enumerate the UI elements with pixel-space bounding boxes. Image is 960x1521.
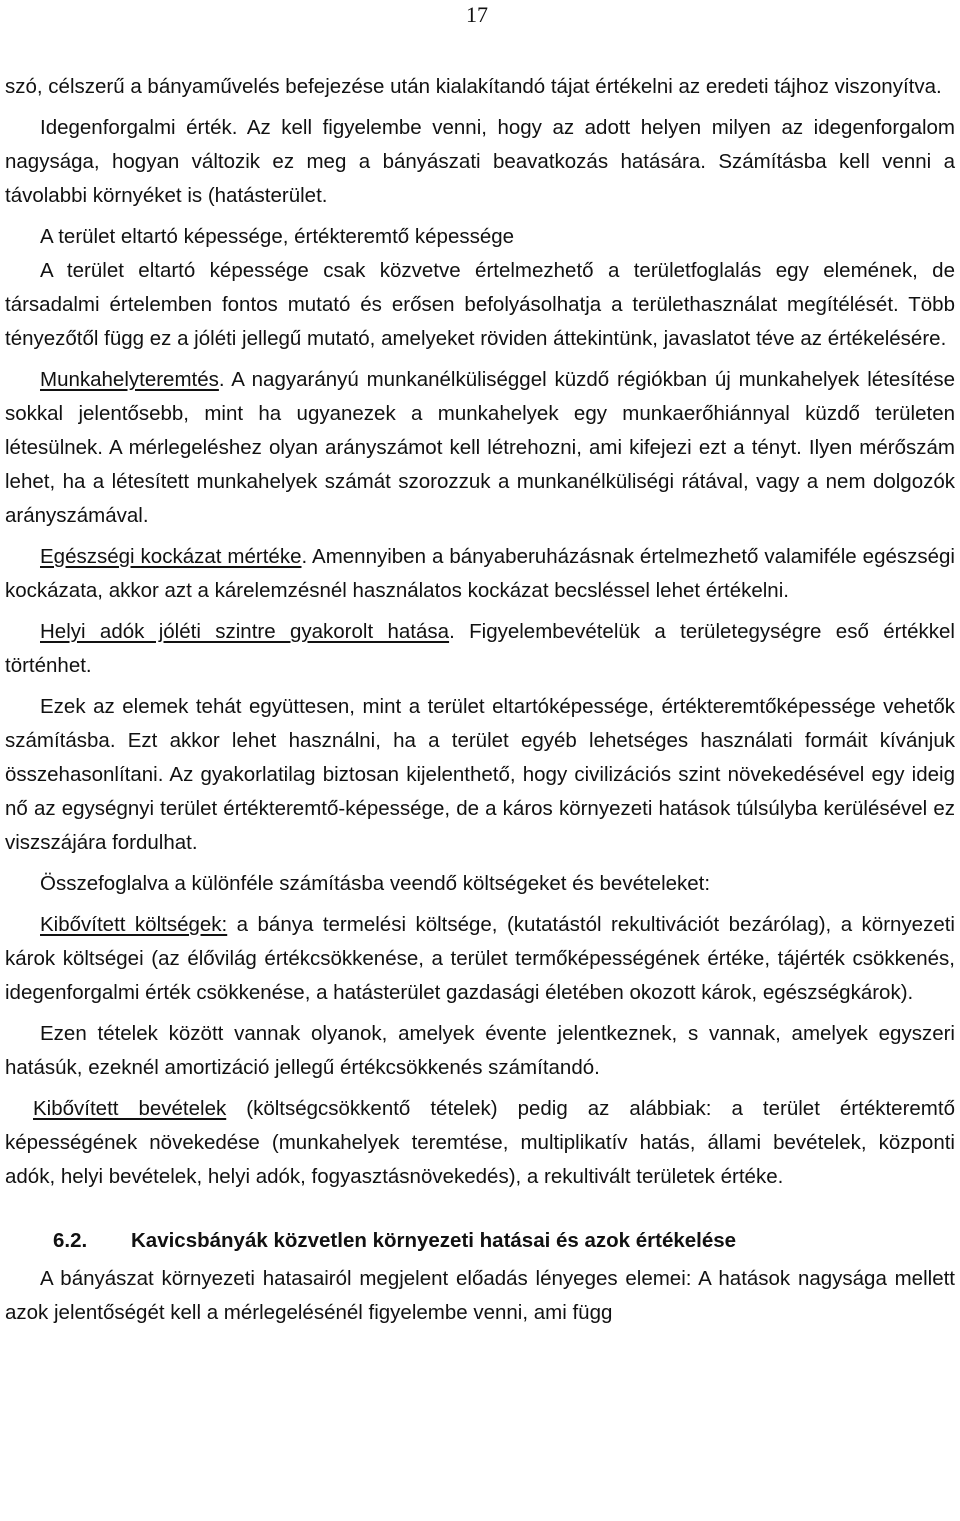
paragraph: szó, célszerű a bányaművelés befejezése után kialakítandó tájat értékelni az eredeti tájhoz viszonyítva. xyxy=(5,75,942,98)
paragraph-text: . A nagyarányú munkanélküliséggel küzdő régiókban új munkahelyek létesítése sokkal jelentősebb, mint ha ugyanezek a munkahelyek egy munkaerőhiánnyal küzdő területen létesülnek. A mérlegeléshez olyan arányszámot kell létrehozni, ami kifejezi ezt a tényt. Ilyen mérőszám lehet, ha a létesített munkahelyek számát szorozzuk a munkanélküliségi rátával, vagy a nem dolgozók arányszámával. xyxy=(5,368,955,527)
underlined-term: Kibővített költségek: xyxy=(40,913,228,936)
page-number: 17 xyxy=(466,2,488,27)
paragraph-adok xyxy=(5,615,955,683)
underlined-term: Kibővített bevételek xyxy=(33,1097,227,1120)
paragraph: Ezen tételek között vannak olyanok, amelyek évente jelentkeznek, s vannak, amelyek egyszeri hatásúk, ezeknél amortizáció jellegű értékcsökkenés számítandó. xyxy=(5,1022,955,1079)
paragraph-text: . Figyelembevételük a területegységre eső értékkel történhet. xyxy=(5,620,955,677)
section-heading xyxy=(53,1224,955,1258)
underlined-term: Helyi adók jóléti szintre gyakorolt hatása xyxy=(40,620,450,643)
paragraph-munkahely xyxy=(5,363,955,533)
paragraph-egeszseg xyxy=(5,540,955,608)
document-body xyxy=(5,70,955,1337)
section-number: 6.2. xyxy=(53,1229,88,1252)
section-title: Kavicsbányák közvetlen környezeti hatásai és azok értékelése xyxy=(131,1229,737,1252)
paragraph: Összefoglalva a különféle számításba veendő költségeket és bevételeket: xyxy=(40,872,711,895)
paragraph-text: a bánya termelési költsége, (kutatástól rekultivációt bezárólag), a környezeti károk költségei (az élővilág értékcsökkenése, a terület termőképességének értéke, tájérték csökkenés, idegenforgalmi érték csökkenése, a hatásterület gazdasági életében okozott károk, egészségkárok). xyxy=(5,913,955,1004)
paragraph: A terület eltartó képessége csak közvetve értelmezhető a területfoglalás egy elemének, de társadalmi értelemben fontos mutató és erősen befolyásolhatja a területhasználat megítélését. Több tényezőtől függ ez a jóléti jellegű mutató, amelyeket röviden áttekintünk, javaslatot téve az értékelésére. xyxy=(5,259,955,350)
paragraph: A bányászat környezeti hatasairól megjelent előadás lényeges elemei: A hatások nagysága mellett azok jelentőségét kell a mérlegelésénél figyelembe venni, ami függ xyxy=(5,1267,955,1324)
paragraph-text: (költségcsökkentő tételek) pedig az alábbiak: a terület értékteremtő képességének növekedése (munkahelyek teremtése, multiplikatív hatás, állami bevételek, központi adók, helyi bevételek, helyi adók, fogyasztásnövekedés), a rekultivált területek értéke. xyxy=(5,1097,955,1188)
paragraph-koltsegek xyxy=(5,908,955,1010)
paragraph-text: . Amennyiben a bányaberuházásnak értelmezhető valamiféle egészségi kockázata, akkor azt a kárelemzésnél használatos kockázat becsléssel lehet értékelni. xyxy=(5,545,955,602)
paragraph: Ezek az elemek tehát együttesen, mint a terület eltartóképessége, értékteremtőképessége vehetők számításba. Ezt akkor lehet használni, ha a terület egyéb lehetséges használati formáit kívánjuk összehasonlítani. Az gyakorlatilag biztosan kijelenthető, hogy civilizációs szint növekedésével egy ideig nő az egységnyi terület értékteremtő-képessége, de a káros környezeti hatások túlsúlyba kerülésével ez viszszájára fordulhat. xyxy=(5,695,955,854)
paragraph-bevetelek xyxy=(5,1092,955,1194)
underlined-term: Munkahelyteremtés xyxy=(40,368,219,391)
paragraph-idegenforgalmi: Idegenforgalmi érték. Az kell figyelembe venni, hogy az adott helyen milyen az idegenforgalom nagysága, hogyan változik ez meg a bányászati beavatkozás hatására. Számításba kell venni a távolabbi környéket is (hatásterület. xyxy=(5,116,955,207)
underlined-term: Egészségi kockázat mértéke xyxy=(40,545,302,568)
subsection-title: A terület eltartó képessége, értékteremtő képessége xyxy=(40,225,515,248)
